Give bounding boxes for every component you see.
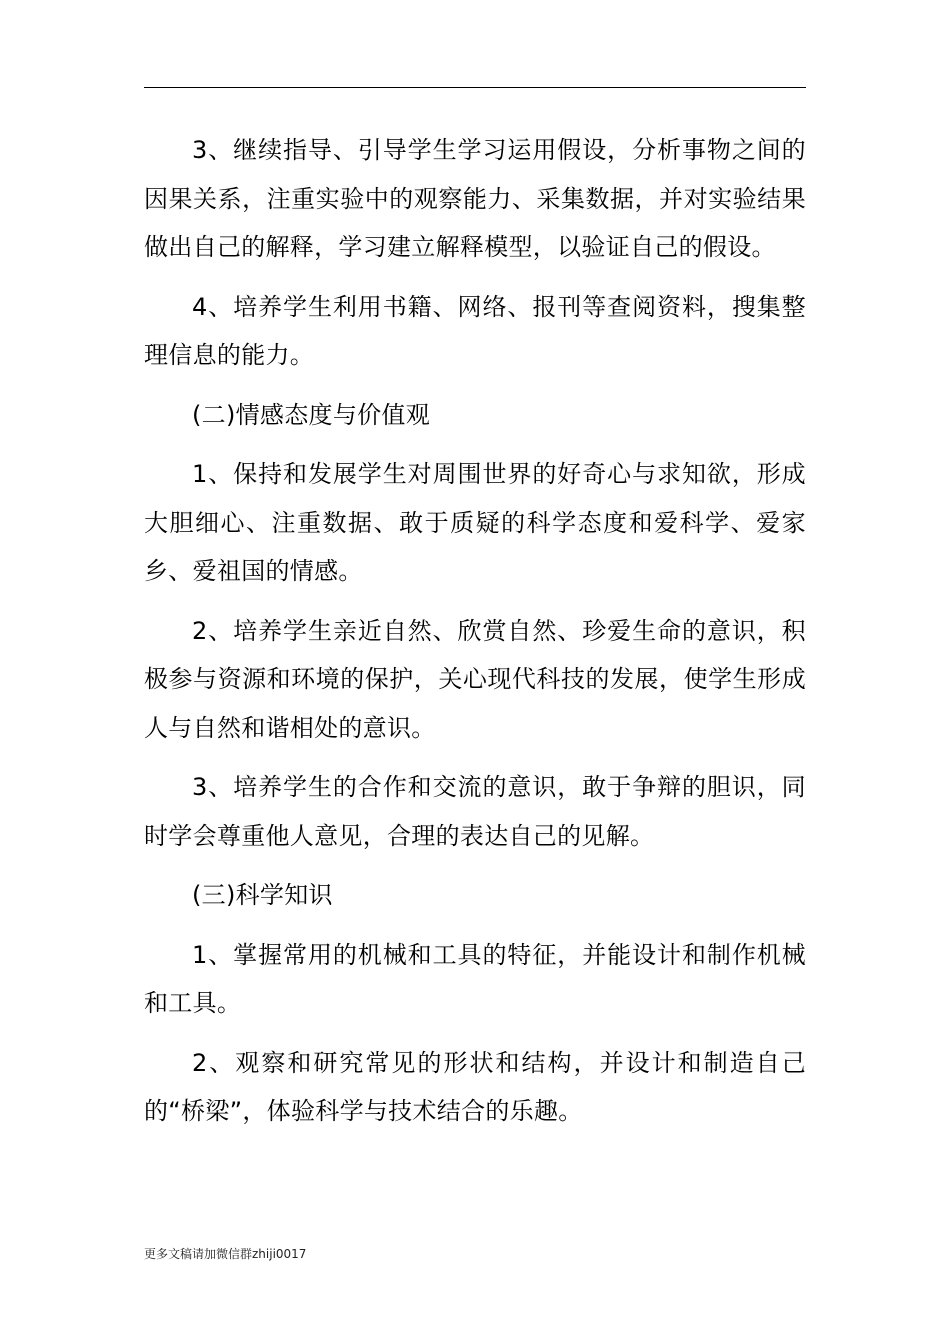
- header-rule: [144, 87, 806, 88]
- paragraph-process-skills-4: 4、培养学生利用书籍、网络、报刊等查阅资料，搜集整理信息的能力。: [144, 292, 806, 369]
- paragraph-attitudes-3: 3、培养学生的合作和交流的意识，敢于争辩的胆识，同时学会尊重他人意见，合理的表达自己的见解。: [144, 773, 806, 850]
- footer-note: 更多文稿请加微信群zhiji0017: [144, 1247, 307, 1261]
- section-heading-attitudes: (二)情感态度与价值观: [192, 400, 431, 429]
- section-heading-knowledge: (三)科学知识: [192, 881, 333, 909]
- paragraph-knowledge-1: 1、掌握常用的机械和工具的特征，并能设计和制作机械和工具。: [144, 940, 806, 1017]
- paragraph-attitudes-2: 2、培养学生亲近自然、欣赏自然、珍爱生命的意识，积极参与资源和环境的保护，关心现代科技的发展，使学生形成人与自然和谐相处的意识。: [144, 616, 806, 742]
- paragraph-process-skills-3: 3、继续指导、引导学生学习运用假设，分析事物之间的因果关系，注重实验中的观察能力、采集数据，并对实验结果做出自己的解释，学习建立解释模型，以验证自己的假设。: [144, 136, 806, 261]
- document-body: [144, 126, 806, 1136]
- paragraph-knowledge-2: 2、观察和研究常见的形状和结构，并设计和制造自己的“桥梁”，体验科学与技术结合的乐趣。: [144, 1048, 806, 1125]
- paragraph-attitudes-1: 1、保持和发展学生对周围世界的好奇心与求知欲，形成大胆细心、注重数据、敢于质疑的科学态度和爱科学、爱家乡、爱祖国的情感。: [144, 460, 806, 585]
